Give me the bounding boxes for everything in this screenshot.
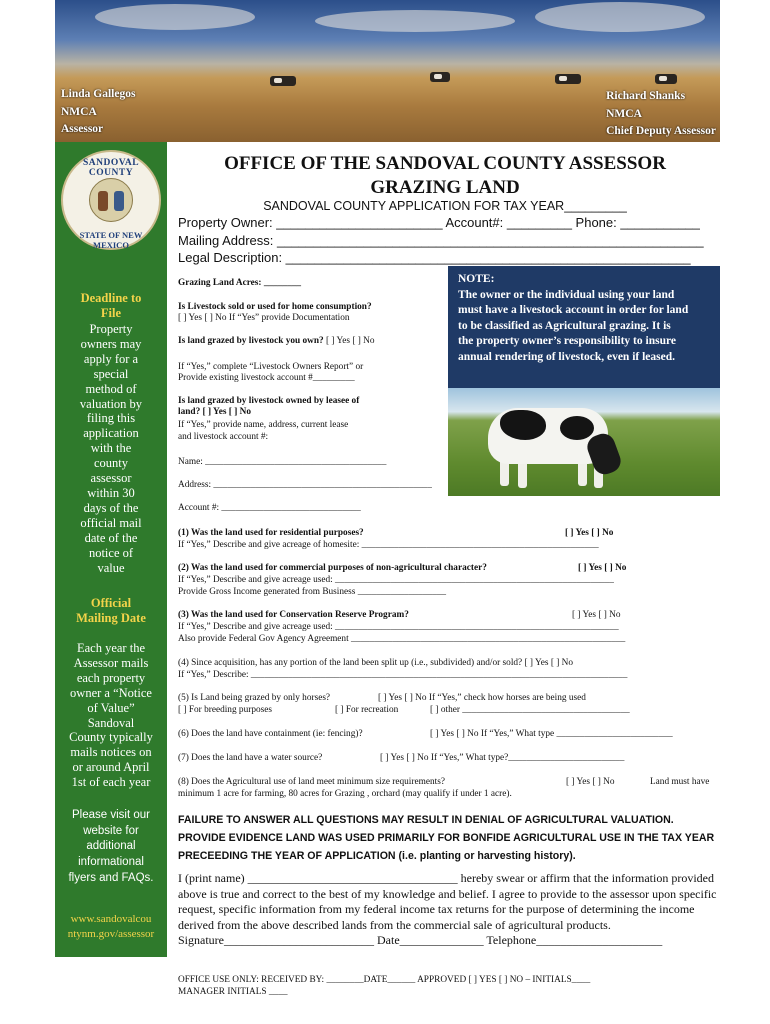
deadline-body-line: notice of [88, 545, 134, 560]
deadline-body-line: owners may [80, 336, 142, 351]
q4-followup[interactable]: If “Yes,” Describe: _________________________________________________________________________________ [178, 670, 628, 680]
mailing-body-line: County typically [69, 730, 153, 745]
deadline-heading-line: File [100, 306, 122, 320]
own-livestock-question: Is land grazed by livestock you own? [178, 336, 324, 346]
mailing-body-line: or around April [72, 760, 150, 775]
website-line[interactable]: www.sandovalcou [70, 913, 152, 925]
note-line: to be classified as Agricultural grazing. It is [458, 319, 671, 332]
q2-followup[interactable]: If “Yes,” Describe and give acreage used: ____________________________________________________________ [178, 575, 614, 585]
livestock-account-field[interactable]: Provide existing livestock account #_________ [178, 373, 355, 383]
deadline-body-line: filing this [86, 411, 136, 426]
deputy-name-block [606, 88, 716, 141]
deadline-body-line: assessor [90, 471, 132, 486]
header-banner [55, 0, 720, 142]
failure-line: FAILURE TO ANSWER ALL QUESTIONS MAY RESULT IN DENIAL OF AGRICULTURAL VALUATION. [178, 814, 674, 826]
deputy-name: Richard Shanks [606, 90, 686, 102]
cloud-shape [315, 10, 515, 32]
deadline-body-line: with the [90, 441, 132, 456]
mailing-body-line: Sandoval [87, 715, 135, 730]
cow-figure [555, 74, 581, 84]
deputy-title: Chief Deputy Assessor [606, 125, 716, 137]
q3-options[interactable]: [ ] Yes [ ] No [572, 610, 621, 620]
q1-question: (1) Was the land used for residential purposes? [178, 528, 364, 538]
cow-photo [448, 388, 720, 496]
note-line: the property owner’s responsibility to insure [458, 335, 676, 347]
q2-question: (2) Was the land used for commercial purposes of non-agricultural character? [178, 563, 487, 573]
seal-bottom-text: STATE OF NEW MEXICO [79, 230, 143, 250]
manager-initials-line: MANAGER INITIALS ____ [178, 987, 288, 997]
mailing-heading-line: Mailing Date [76, 611, 146, 625]
deadline-body-line: official mail [80, 515, 142, 530]
note-line: must have a livestock account in order for land [458, 304, 689, 316]
q5-recreation-option[interactable]: [ ] For recreation [335, 705, 399, 715]
q7-question: (7) Does the land have a water source? [178, 753, 323, 763]
visit-body-line: website for [83, 824, 139, 837]
visit-body [55, 808, 167, 887]
cow-spot [560, 416, 594, 440]
assessor-name-block [61, 86, 135, 139]
mailing-body-line: each property [76, 670, 146, 685]
cow-figure [430, 72, 450, 82]
q2-options[interactable]: [ ] Yes [ ] No [578, 563, 627, 573]
office-use-line: OFFICE USE ONLY: RECEIVED BY: ________DATE______ APPROVED [ ] YES [ ] NO – INITIALS____ [178, 975, 591, 985]
q8-question: (8) Does the Agricultural use of land meet minimum size requirements? [178, 777, 445, 787]
deadline-body-line: Property [89, 322, 133, 336]
application-subtitle: SANDOVAL COUNTY APPLICATION FOR TAX YEAR_________ [263, 199, 627, 213]
deadline-body-line: county [93, 456, 129, 471]
q5-question: (5) Is Land being grazed by only horses? [178, 693, 331, 703]
note-line: annual rendering of livestock, even if leased. [458, 350, 676, 363]
failure-line: PRECEEDING THE YEAR OF APPLICATION (i.e. planting or harvesting history). [178, 850, 576, 862]
assessor-name: Linda Gallegos [61, 88, 136, 100]
deadline-body-line: special [93, 366, 129, 381]
q6-options[interactable]: [ ] Yes [ ] No If “Yes,” What type _________________________ [430, 729, 673, 739]
deadline-body-line: value [97, 560, 125, 575]
mailing-body-line: mails notices on [70, 745, 152, 760]
deadline-heading [55, 291, 167, 321]
deadline-body-line: within 30 [87, 485, 135, 500]
cloud-shape [535, 2, 705, 32]
note-box [448, 266, 720, 388]
lessee-account-field[interactable]: Account #: ______________________________ [178, 503, 361, 513]
q5-options[interactable]: [ ] Yes [ ] No If “Yes,” check how horses are being used [378, 693, 586, 703]
mailing-body-line: of Value” [87, 700, 135, 715]
note-title: NOTE: [458, 273, 495, 285]
lease-followup: and livestock account #: [178, 432, 269, 442]
home-consumption-options[interactable]: [ ] Yes [ ] No If “Yes” provide Documentation [178, 313, 350, 323]
q3-question: (3) Was the land used for Conservation Reserve Program? [178, 610, 409, 620]
certification-statement[interactable]: I (print name) ___________________________________ hereby swear or affirm that the information provided above is true and correct to the best of my knowledge and belief. I agree to provide to the assessor upon specific request, specific information from my federal income tax returns for the purpose of determining the income derived from the above described lands from the commercial sale of agricultural products. Signature_________________________ Date______________ Telephone_____________________ [178, 871, 717, 947]
q3-agreement-field[interactable]: Also provide Federal Gov Agency Agreement ___________________________________________________________ [178, 634, 626, 644]
own-livestock-options[interactable]: [ ] Yes [ ] No [326, 336, 375, 346]
visit-body-line: flyers and FAQs. [68, 871, 154, 884]
q5-other-option[interactable]: [ ] other ____________________________________ [430, 705, 630, 715]
lease-options[interactable]: land? [ ] Yes [ ] No [178, 407, 251, 417]
mailing-heading [55, 596, 167, 626]
deadline-body-line: date of the [84, 530, 138, 545]
q2-income-field[interactable]: Provide Gross Income generated from Business ___________________ [178, 587, 447, 597]
q1-options[interactable]: [ ] Yes [ ] No [565, 528, 614, 538]
q8-followup: minimum 1 acre for farming, 80 acres for Grazing , orchard (may qualify if under 1 acre). [178, 789, 512, 799]
q8-note: Land must have [650, 777, 710, 787]
cow-head [584, 430, 624, 477]
grazing-acres-field[interactable]: Grazing Land Acres: ________ [178, 278, 302, 288]
mailing-body-line: 1st of each year [71, 775, 151, 790]
deadline-heading-line: Deadline to [80, 291, 142, 305]
q5-breeding-option[interactable]: [ ] For breeding purposes [178, 705, 272, 715]
q4-question[interactable]: (4) Since acquisition, has any portion of the land been split up (i.e., subdivided) and/or sold? [ ] Yes [ ] No [178, 658, 574, 668]
legal-description-line[interactable]: Legal Description: ________________________________________________________ [178, 250, 691, 265]
cloud-shape [95, 4, 255, 30]
home-consumption-question: Is Livestock sold or used for home consumption? [178, 302, 372, 312]
visit-body-line: Please visit our [72, 809, 150, 821]
q6-question: (6) Does the land have containment (ie: fencing)? [178, 729, 363, 739]
own-livestock-row [178, 336, 375, 347]
deadline-body-line: apply for a [83, 351, 139, 366]
mailing-address-line[interactable]: Mailing Address: ___________________________________________________________ [178, 233, 704, 248]
mailing-heading-line: Official [90, 596, 132, 610]
website-link[interactable] [55, 912, 167, 942]
q8-options[interactable]: [ ] Yes [ ] No [566, 777, 615, 787]
deadline-body [55, 322, 167, 575]
county-seal-logo [61, 150, 161, 250]
title-line: GRAZING LAND [370, 177, 520, 198]
mailing-body-line: owner a “Notice [70, 685, 152, 700]
cow-figure [270, 76, 296, 86]
title-line: OFFICE OF THE SANDOVAL COUNTY ASSESSOR [224, 153, 666, 174]
seal-emblem [89, 178, 133, 222]
seal-top-text: SANDOVAL COUNTY [82, 158, 140, 178]
deadline-body-line: days of the [83, 500, 139, 515]
deadline-body-line: valuation by [79, 396, 143, 411]
cow-figure [655, 74, 677, 84]
note-line: The owner or the individual using your land [458, 288, 675, 301]
deadline-body-line: method of [85, 381, 137, 396]
own-livestock-followup: If “Yes,” complete “Livestock Owners Report” or [178, 362, 364, 372]
assessor-credential: NMCA [61, 105, 97, 118]
visit-body-line: additional [86, 840, 136, 853]
lease-question: Is land grazed by livestock owned by leasee of [178, 396, 360, 406]
q1-followup[interactable]: If “Yes,” Describe and give acreage of homesite: ___________________________________________________ [178, 540, 599, 550]
q3-followup[interactable]: If “Yes,” Describe and give acreage used: _____________________________________________________________ [178, 622, 619, 632]
failure-line: PROVIDE EVIDENCE LAND WAS USED PRIMARILY FOR BONFIDE AGRICULTURAL USE IN THE TAX YEAR [178, 832, 715, 844]
lessee-address-field[interactable]: Address: _______________________________________________ [178, 480, 432, 490]
visit-body-line: informational [78, 856, 144, 869]
mailing-body-line: Each year the [76, 641, 145, 655]
mailing-body [55, 641, 167, 790]
q7-options[interactable]: [ ] Yes [ ] No If “Yes,” What type?_________________________ [380, 753, 625, 763]
assessor-title: Assessor [61, 123, 104, 135]
failure-warning [178, 811, 714, 865]
deadline-body-line: application [83, 426, 139, 441]
page-title [170, 152, 720, 200]
mailing-body-line: Assessor mails [73, 655, 149, 670]
lease-followup: If “Yes,” provide name, address, current lease [178, 420, 349, 430]
lessee-name-field[interactable]: Name: _______________________________________ [178, 457, 387, 467]
owner-line[interactable]: Property Owner: _______________________ Account#: _________ Phone: ___________ [178, 215, 700, 230]
website-line[interactable]: ntynm.gov/assessor [67, 928, 155, 940]
sidebar [55, 142, 167, 957]
deputy-credential: NMCA [606, 107, 642, 120]
